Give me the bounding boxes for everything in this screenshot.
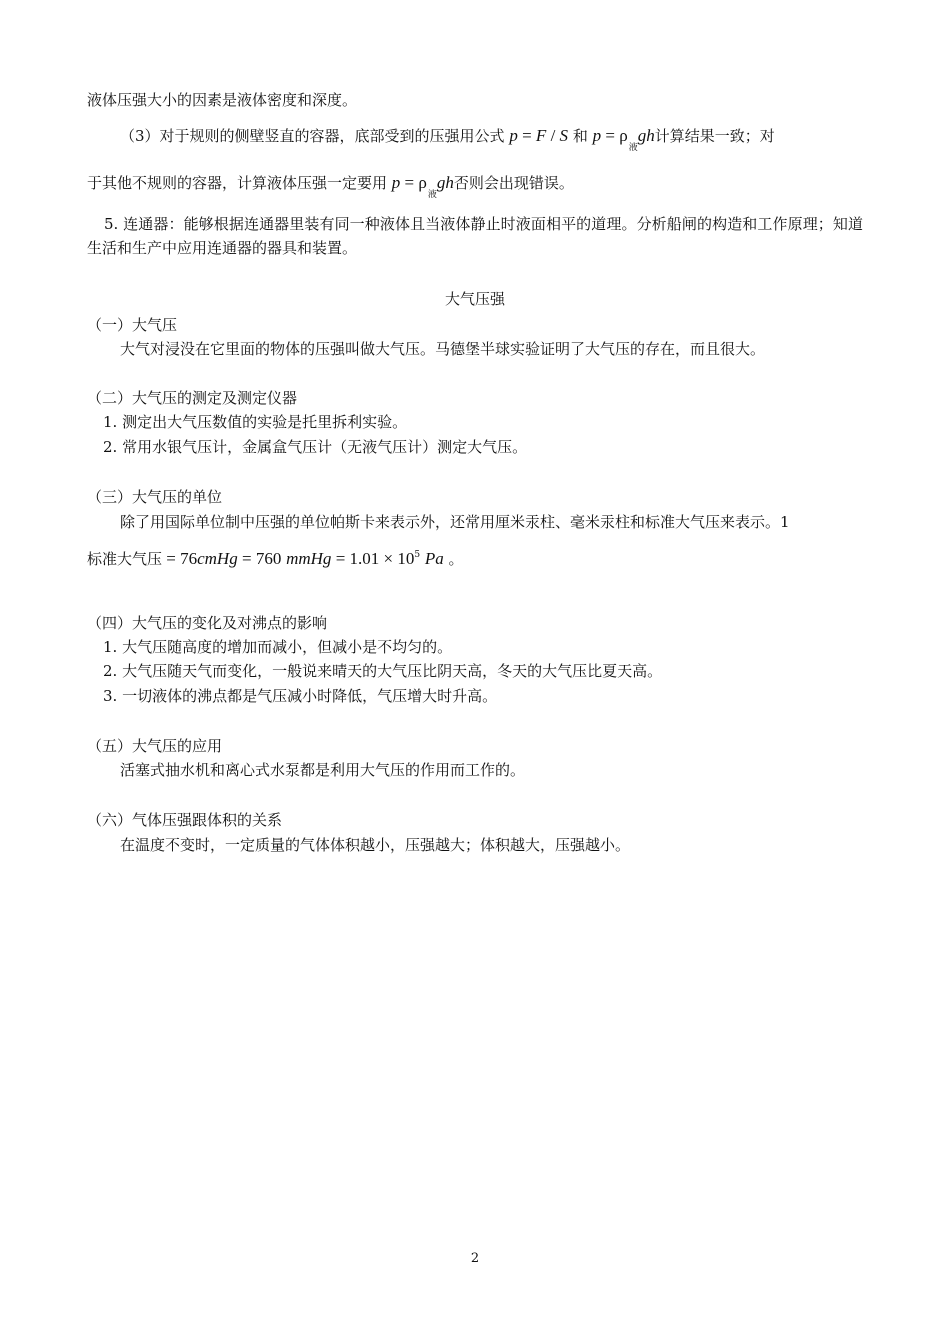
section-title: 大气压强 [444,290,505,308]
text-gas-volume: 在温度不变时，一定质量的气体体积越小，压强越大；体积越大，压强越小。 [120,836,631,854]
paragraph-connected-vessels: 5. 连通器：能够根据连通器里装有同一种液体且当液体静止时液面相平的道理。分析船闸的构造和工作原理；知道生活和生产中应用连通器的器具和装置。 [87,215,863,257]
paragraph-irregular-container: 于其他不规则的容器，计算液体压强一定要用 $p = \rho_液gh$否则会出现错误。 [87,173,574,200]
list-item: 1. 大气压随高度的增加而减小，但减小是不均匀的。 [103,638,453,656]
text-applications: 活塞式抽水机和离心式水泵都是利用大气压的作用而工作的。 [120,761,526,779]
paragraph-liquid-pressure-factors: 液体压强大小的因素是液体密度和深度。 [87,91,358,109]
heading-changes: （四）大气压的变化及对沸点的影响 [87,614,328,632]
list-item: 1. 测定出大气压数值的实验是托里拆利实验。 [103,413,408,431]
page-number: 2 [470,1251,480,1266]
list-item: 2. 大气压随天气而变化，一般说来晴天的大气压比阴天高，冬天的大气压比夏天高。 [103,662,663,680]
heading-gas-volume: （六）气体压强跟体积的关系 [87,811,283,829]
list-item: 3. 一切液体的沸点都是气压减小时降低，气压增大时升高。 [103,687,498,705]
list-item: 2. 常用水银气压计，金属盒气压计（无液气压计）测定大气压。 [103,438,528,456]
heading-measurement: （二）大气压的测定及测定仪器 [87,389,298,407]
paragraph-regular-container-formula: （3）对于规则的侧壁竖直的容器，底部受到的压强用公式 p = F / S 和 $p = \rho_液gh$计算结果一致；对 [120,126,775,153]
heading-units: （三）大气压的单位 [87,488,223,506]
formula-intro: （3）对于规则的侧壁竖直的容器，底部受到的压强用公式 [120,127,505,145]
text-units: 除了用国际单位制中压强的单位帕斯卡来表示外，还常用厘米汞柱、毫米汞柱和标准大气压来表示。1 [120,513,790,531]
heading-atmospheric-pressure: （一）大气压 [87,316,178,334]
heading-applications: （五）大气压的应用 [87,737,223,755]
formula-standard-atmosphere: 标准大气压 = 76cmHg = 760 mmHg = $1.01 \times 10^5$ Pa 。 [87,549,464,568]
text-atmospheric-pressure: 大气对浸没在它里面的物体的压强叫做大气压。马德堡半球实验证明了大气压的存在，而且很大。 [120,340,766,358]
